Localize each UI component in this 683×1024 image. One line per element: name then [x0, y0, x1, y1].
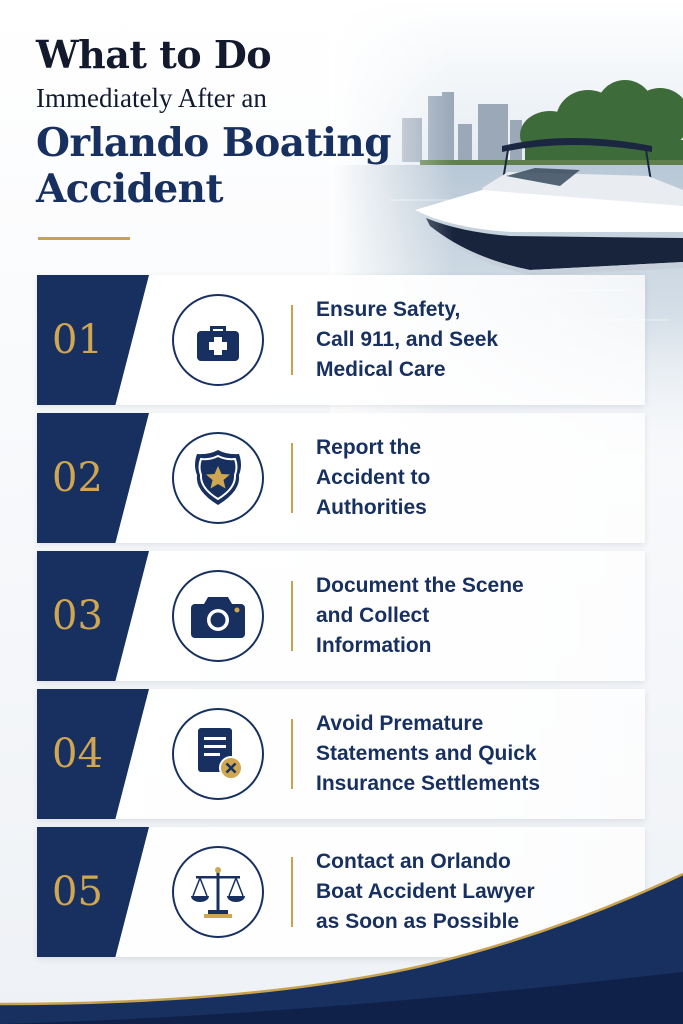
step-text: Contact an Orlando Boat Accident Lawyer as Soon as Possible — [316, 850, 535, 933]
police-badge-icon — [172, 432, 264, 524]
step-text: Report the Accident to Authorities — [316, 436, 431, 519]
bottom-wave-decoration — [0, 854, 683, 1024]
title-block — [36, 32, 436, 212]
step-divider — [291, 719, 293, 789]
step-number: 03 — [52, 593, 103, 639]
camera-icon — [172, 570, 264, 662]
step-divider — [291, 443, 293, 513]
title-underline — [38, 237, 130, 240]
title-line-4: Accident — [36, 166, 224, 212]
title-line-3: Orlando Boating — [36, 120, 392, 166]
step-card-1 — [37, 275, 645, 405]
document-reject-icon — [172, 708, 264, 800]
step-card-2 — [37, 413, 645, 543]
title-line-1: What to Do — [36, 32, 272, 77]
first-aid-kit-icon — [172, 294, 264, 386]
step-number: 04 — [52, 731, 103, 777]
step-text: Ensure Safety, Call 911, and Seek Medical Care — [316, 298, 499, 381]
step-card-3 — [37, 551, 645, 681]
step-text: Document the Scene and Collect Information — [316, 574, 524, 657]
step-number: 02 — [52, 455, 103, 501]
step-card-4 — [37, 689, 645, 819]
step-text: Avoid Premature Statements and Quick Insurance Settlements — [316, 712, 541, 795]
step-number: 01 — [52, 317, 103, 363]
step-number: 05 — [52, 869, 103, 915]
step-divider — [291, 581, 293, 651]
step-divider — [291, 305, 293, 375]
title-line-2: Immediately After an — [36, 83, 267, 113]
